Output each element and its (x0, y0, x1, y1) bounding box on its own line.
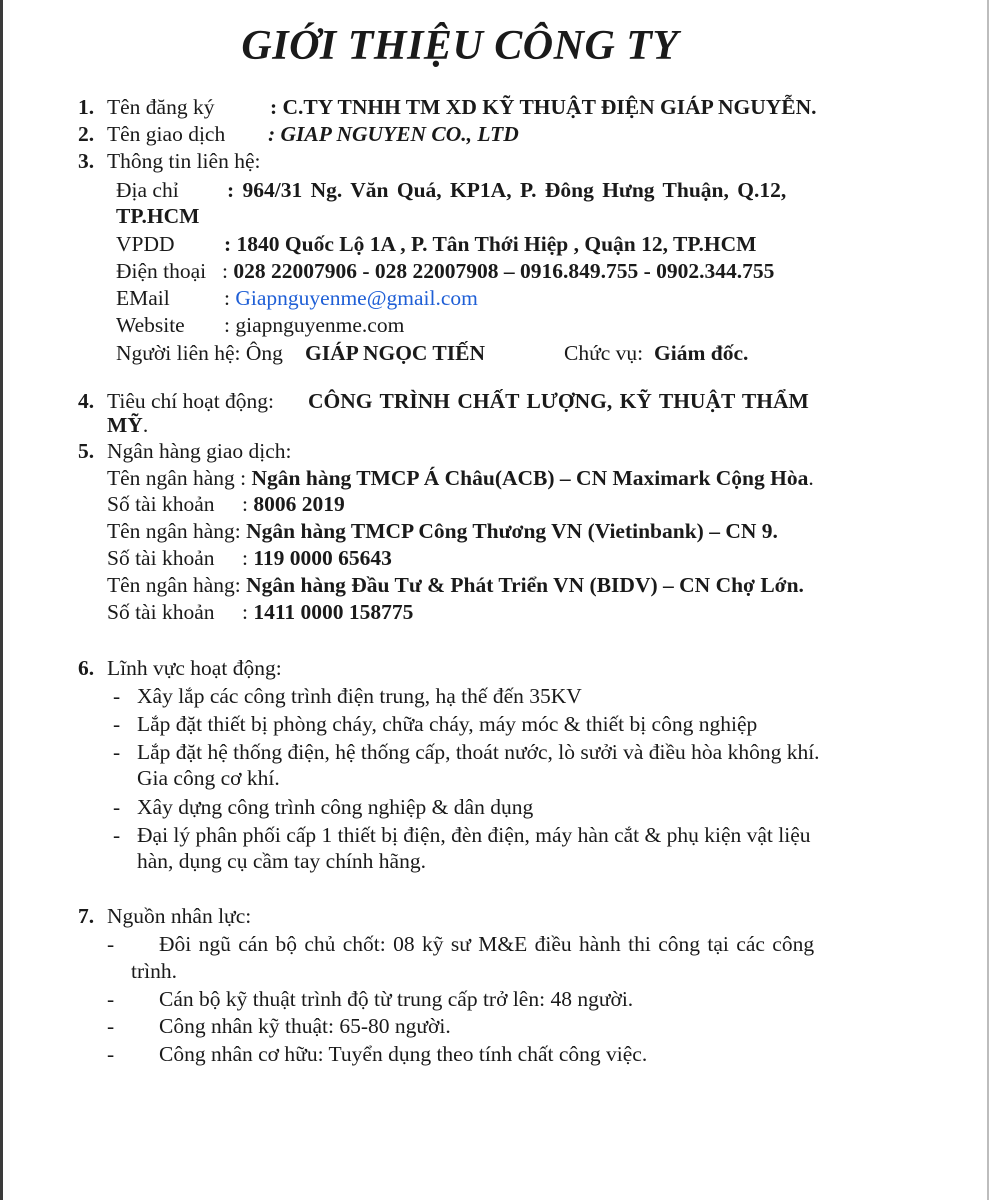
section-5-heading: Ngân hàng giao dịch: (107, 439, 292, 463)
section-2-number: 2. (78, 122, 95, 146)
section-7-bullet-2: - (107, 987, 115, 1011)
section-1-number: 1. (78, 95, 95, 119)
phone-line (222, 258, 774, 285)
address-value: : 964/31 Ng. Văn Quá, KP1A, P. Đông Hưng Thuận, Q.12, (227, 178, 787, 202)
email-label: EMail (116, 286, 170, 310)
bank-1-end: . (808, 466, 814, 490)
address-continuation: TP.HCM (116, 204, 200, 228)
account-3-colon: : (242, 600, 254, 624)
vpdd-label: VPDD (116, 232, 175, 256)
address-label: Địa chỉ (116, 178, 179, 202)
contact-name: GIÁP NGỌC TIẾN (305, 341, 485, 365)
bank-2-line (107, 518, 778, 545)
section-6-bullet-5: - (113, 823, 121, 847)
section-7-bullet-3: - (107, 1014, 115, 1038)
page-border-left (0, 0, 3, 1200)
website-label: Website (116, 313, 185, 337)
section-6-item-4: Xây dựng công trình công nghiệp & dân dụng (137, 795, 534, 819)
section-7-item-1-cont: trình. (131, 959, 177, 983)
section-7-number: 7. (78, 904, 95, 928)
section-6-bullet-2: - (113, 712, 121, 736)
account-2-value: 119 0000 65643 (253, 546, 392, 570)
section-7-item-4: Công nhân cơ hữu: Tuyển dụng theo tính chất công việc. (159, 1042, 648, 1066)
section-1-value: : C.TY TNHH TM XD KỸ THUẬT ĐIỆN GIÁP NGUYỄN. (270, 95, 817, 119)
account-1-line (242, 491, 345, 518)
bank-3-label: Tên ngân hàng: (107, 573, 241, 597)
position-value: Giám đốc. (654, 341, 749, 365)
section-7-bullet-4: - (107, 1042, 115, 1066)
section-7-bullet-1: - (107, 932, 115, 956)
section-1-label: Tên đăng ký (107, 95, 215, 119)
section-6-bullet-3: - (113, 740, 121, 764)
email-line (224, 285, 478, 312)
section-4-value: CÔNG TRÌNH CHẤT LƯỢNG, KỸ THUẬT THẨM (308, 389, 809, 413)
email-link[interactable]: Giapnguyenme@gmail.com (235, 286, 478, 310)
section-7-item-2: Cán bộ kỹ thuật trình độ từ trung cấp trở lên: 48 người. (159, 987, 634, 1011)
contact-label: Người liên hệ: Ông (116, 341, 283, 365)
bank-1-name: Ngân hàng TMCP Á Châu(ACB) – CN Maximark Cộng Hòa (251, 466, 809, 490)
section-7-item-1: Đôi ngũ cán bộ chủ chốt: 08 kỹ sư M&E điều hành thi công tại các công (159, 932, 815, 956)
section-6-heading: Lĩnh vực hoạt động: (107, 656, 282, 680)
email-colon: : (224, 286, 236, 310)
section-6-item-5-cont: hàn, dụng cụ cầm tay chính hãng. (137, 849, 426, 873)
section-6-bullet-1: - (113, 684, 121, 708)
bank-3-line (107, 572, 804, 599)
bank-2-label: Tên ngân hàng: (107, 519, 241, 543)
account-3-label: Số tài khoản (107, 600, 215, 624)
section-6-item-5: Đại lý phân phối cấp 1 thiết bị điện, đèn điện, máy hàn cắt & phụ kiện vật liệu (137, 823, 811, 847)
section-6-item-1: Xây lắp các công trình điện trung, hạ thế đến 35KV (137, 684, 582, 708)
account-3-value: 1411 0000 158775 (253, 600, 414, 624)
section-5-number: 5. (78, 439, 95, 463)
section-3-heading: Thông tin liên hệ: (107, 149, 261, 173)
section-7-heading: Nguồn nhân lực: (107, 904, 252, 928)
phone-label: Điện thoại (116, 259, 207, 283)
account-2-colon: : (242, 546, 254, 570)
section-6-item-3-cont: Gia công cơ khí. (137, 766, 280, 790)
document-title: GIỚI THIỆU CÔNG TY (241, 23, 679, 69)
section-7-item-3: Công nhân kỹ thuật: 65-80 người. (159, 1014, 451, 1038)
section-2-value: : GIAP NGUYEN CO., LTD (268, 122, 519, 146)
section-6-bullet-4: - (113, 795, 121, 819)
section-4-value-end: . (142, 413, 149, 437)
section-4-label: Tiêu chí hoạt động: (107, 389, 275, 413)
section-6-number: 6. (78, 656, 95, 680)
section-2-label: Tên giao dịch (107, 122, 226, 146)
position-label: Chức vụ: (564, 341, 644, 365)
account-1-value: 8006 2019 (253, 492, 345, 516)
account-2-line (242, 545, 392, 572)
section-4-value-cont (107, 412, 148, 439)
bank-1-line (107, 465, 814, 492)
account-2-label: Số tài khoản (107, 546, 215, 570)
account-1-label: Số tài khoản (107, 492, 215, 516)
account-1-colon: : (242, 492, 254, 516)
bank-2-name: Ngân hàng TMCP Công Thương VN (Vietinbank) – CN 9. (246, 519, 778, 543)
phone-value: 028 22007906 - 028 22007908 – 0916.849.755 - 0902.344.755 (233, 259, 775, 283)
section-6-item-2: Lắp đặt thiết bị phòng cháy, chữa cháy, máy móc & thiết bị công nghiệp (137, 712, 758, 736)
section-4-value-cont-text: MỸ (107, 413, 143, 437)
section-6-item-3: Lắp đặt hệ thống điện, hệ thống cấp, thoát nước, lò sưởi và điều hòa không khí. (137, 740, 820, 764)
account-3-line (242, 599, 413, 626)
phone-colon: : (222, 259, 234, 283)
section-3-number: 3. (78, 149, 95, 173)
website-value: : giapnguyenme.com (224, 313, 405, 337)
bank-3-name: Ngân hàng Đầu Tư & Phát Triển VN (BIDV) – CN Chợ Lớn. (246, 573, 804, 597)
section-4-number: 4. (78, 389, 95, 413)
vpdd-value: : 1840 Quốc Lộ 1A , P. Tân Thới Hiệp , Quận 12, TP.HCM (224, 232, 757, 256)
bank-1-label: Tên ngân hàng : (107, 466, 247, 490)
